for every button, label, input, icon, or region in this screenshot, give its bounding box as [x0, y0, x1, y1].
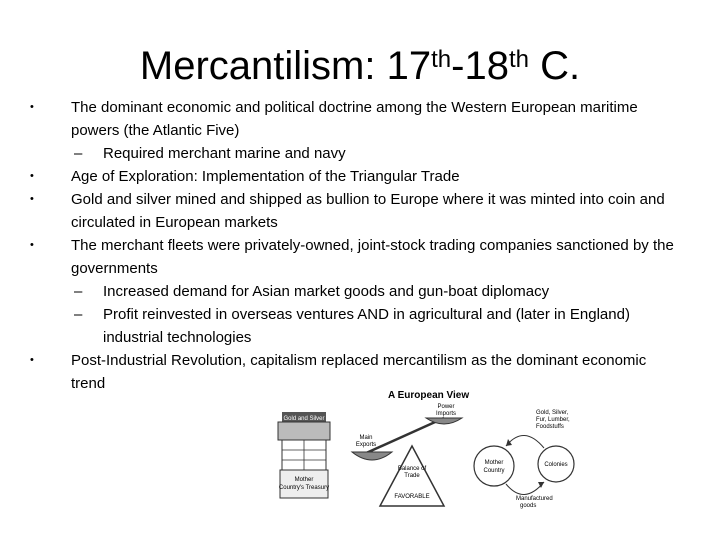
raw-label-1: Gold, Silver, [536, 410, 569, 416]
sub-bullet-dash: – [74, 283, 83, 300]
manufactured-label-2: goods [520, 503, 537, 509]
bullet-list [28, 96, 678, 395]
balance-label-1: Balance of [397, 466, 427, 472]
colonies-label: Colonies [544, 462, 568, 468]
imports-label-1: Power [437, 404, 455, 410]
sub-bullet-item: – Required merchant marine and navy [28, 142, 678, 165]
trade-cycle [474, 410, 574, 509]
goods-arrow [506, 482, 544, 495]
bullet-item: • The dominant economic and political doctrine among the Western European maritime powers (the Atlantic Five) [28, 96, 678, 142]
bullet-dot: • [30, 354, 34, 366]
gold-silver-label: Gold and Silver [283, 416, 325, 422]
mother-country-label-2: Country [483, 468, 505, 474]
sub-bullet-item: – Increased demand for Asian market goods and gun-boat diplomacy [28, 280, 678, 303]
mother-country-circle [474, 446, 514, 486]
balance-label-2: Trade [404, 473, 420, 479]
bullet-item: • Age of Exploration: Implementation of the Triangular Trade [28, 165, 678, 188]
mother-country-label-1: Mother [484, 460, 504, 466]
treasury-illustration [278, 412, 330, 498]
bullet-dot: • [30, 193, 34, 205]
slide-title: Mercantilism: 17th-18th C. [139, 44, 581, 88]
bullet-dot: • [30, 101, 34, 113]
sub-bullet-item: – Profit reinvested in overseas ventures AND in agricultural and (later in England) industrial technologies [28, 303, 678, 349]
exports-label-2: Exports [355, 442, 377, 448]
bullet-item: • The merchant fleets were privately-owned, joint-stock trading companies sanctioned by the governments [28, 234, 678, 280]
diagram-heading: A European View [388, 390, 470, 401]
raw-arrow [506, 435, 544, 448]
exports-pan [352, 452, 392, 460]
balance-scale [352, 404, 462, 506]
treasury-label-1: Mother [294, 477, 314, 483]
exports-label-1: Main [359, 435, 373, 441]
manufactured-label-1: Manufactured [516, 496, 553, 502]
raw-label-3: Foodstuffs [536, 424, 564, 430]
european-view-diagram [268, 384, 588, 516]
sub-bullet-dash: – [74, 145, 83, 162]
bullet-item: • Gold and silver mined and shipped as bullion to Europe where it was minted into coin and circulated in European markets [28, 188, 678, 234]
sub-bullet-dash: – [74, 306, 83, 323]
bullet-dot: • [30, 170, 34, 182]
favorable-label: FAVORABLE [394, 494, 430, 500]
raw-label-2: Fur, Lumber, [536, 417, 570, 423]
bullet-dot: • [30, 239, 34, 251]
treasury-label-2: Country's Treasury [278, 485, 330, 491]
bullet-item: • Post-Industrial Revolution, capitalism replaced mercantilism as the dominant economic trend [28, 349, 678, 395]
imports-label-2: Imports [435, 411, 457, 417]
